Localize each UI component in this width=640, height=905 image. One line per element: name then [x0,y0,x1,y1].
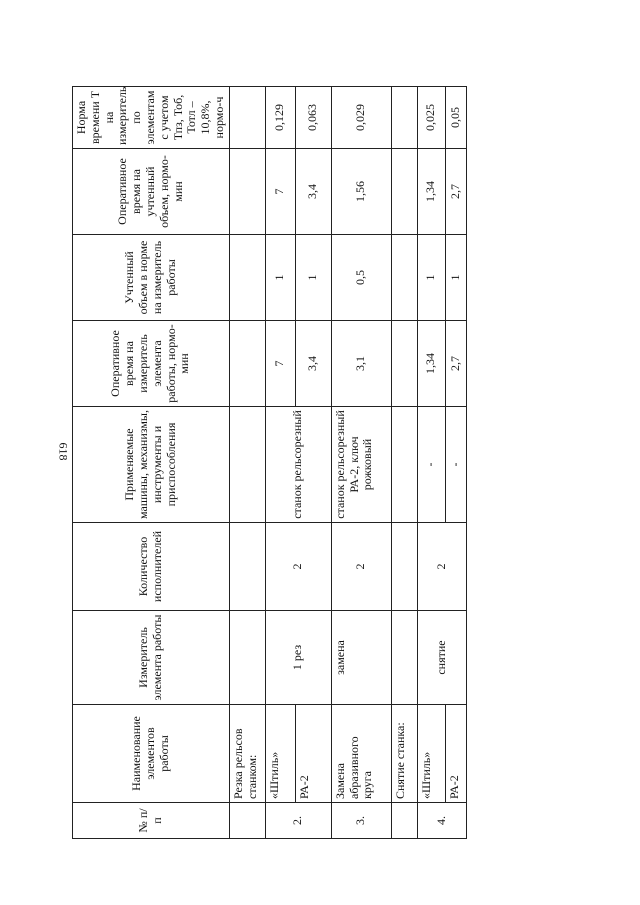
cell-count: 2 [331,523,391,611]
norms-table [72,86,467,839]
cell [391,523,417,611]
header-meter: Измеритель элемента работы [73,611,230,705]
cell [229,611,265,705]
cell-op-time: 7 [265,321,295,407]
header-op-time-volume: Оперативное время на учтенный объем, нормо-мин [73,149,230,235]
cell-meter: замена [331,611,391,705]
cell-volume: 1 [265,235,295,321]
cell-machine: станок рельсорезный РА-2, ключ рожковый [331,407,391,523]
cell-meter: 1 рез [265,611,331,705]
table-row [417,87,445,839]
table-row [331,87,391,839]
cell [391,803,417,839]
cell-name: «Штиль» [265,705,295,803]
header-machines: Применяемые машины, механизмы, инструменты и приспособления [73,407,230,523]
cell-machine: - [445,407,466,523]
header-norm: Норма времени Т на измеритель по элементам с учетом Тпз, Тоб, Тотл – 10,8%, нормо-ч [73,87,230,149]
cell-name: «Штиль» [417,705,445,803]
cell-volume: 0,5 [331,235,391,321]
cell-volume: 1 [295,235,331,321]
cell-machine: станок рельсорезный [265,407,331,523]
cell [229,803,265,839]
cell [391,407,417,523]
cell-name: Резка рельсов станком: [229,705,265,803]
header-name: Наименование элементов работы [73,705,230,803]
cell-norm: 0,025 [417,87,445,149]
cell-op-time: 1,34 [417,321,445,407]
rotated-table-container [72,86,462,839]
cell-volume: 1 [417,235,445,321]
cell-name: РА-2 [295,705,331,803]
header-num: № п/п [73,803,230,839]
cell [229,87,265,149]
cell-op-time-volume: 3,4 [295,149,331,235]
cell-num: 2. [265,803,331,839]
cell-name: Снятие станка: [391,705,417,803]
header-volume: Учтенный объем в норме на измеритель работы [73,235,230,321]
cell-op-time-volume: 1,34 [417,149,445,235]
cell-count: 2 [265,523,331,611]
header-count: Количество исполнителей [73,523,230,611]
table-row [265,87,295,839]
cell [229,407,265,523]
cell [229,523,265,611]
header-row [73,87,230,839]
cell [391,149,417,235]
cell [391,235,417,321]
cell-op-time: 2,7 [445,321,466,407]
cell-norm: 0,129 [265,87,295,149]
cell-norm: 0,029 [331,87,391,149]
cell-name: РА-2 [445,705,466,803]
cell [391,611,417,705]
norms-sheet [72,86,462,839]
cell-machine: - [417,407,445,523]
cell-num: 4. [417,803,466,839]
table-row [229,87,265,839]
cell-op-time-volume: 2,7 [445,149,466,235]
cell [391,87,417,149]
cell-op-time-volume: 7 [265,149,295,235]
cell-op-time: 3,4 [295,321,331,407]
cell-op-time-volume: 1,56 [331,149,391,235]
cell-name: Замена абразивного круга [331,705,391,803]
header-op-time: Оперативное время на измеритель элемента работы, нормо-мин [73,321,230,407]
cell-op-time: 3,1 [331,321,391,407]
cell-norm: 0,05 [445,87,466,149]
cell [229,149,265,235]
cell-volume: 1 [445,235,466,321]
cell-num: 3. [331,803,391,839]
cell [391,321,417,407]
page-number: 618 [56,442,71,461]
cell-norm: 0,063 [295,87,331,149]
cell-count: 2 [417,523,466,611]
cell [229,321,265,407]
cell-meter: снятие [417,611,466,705]
cell [229,235,265,321]
table-row [445,87,466,839]
table-row [391,87,417,839]
